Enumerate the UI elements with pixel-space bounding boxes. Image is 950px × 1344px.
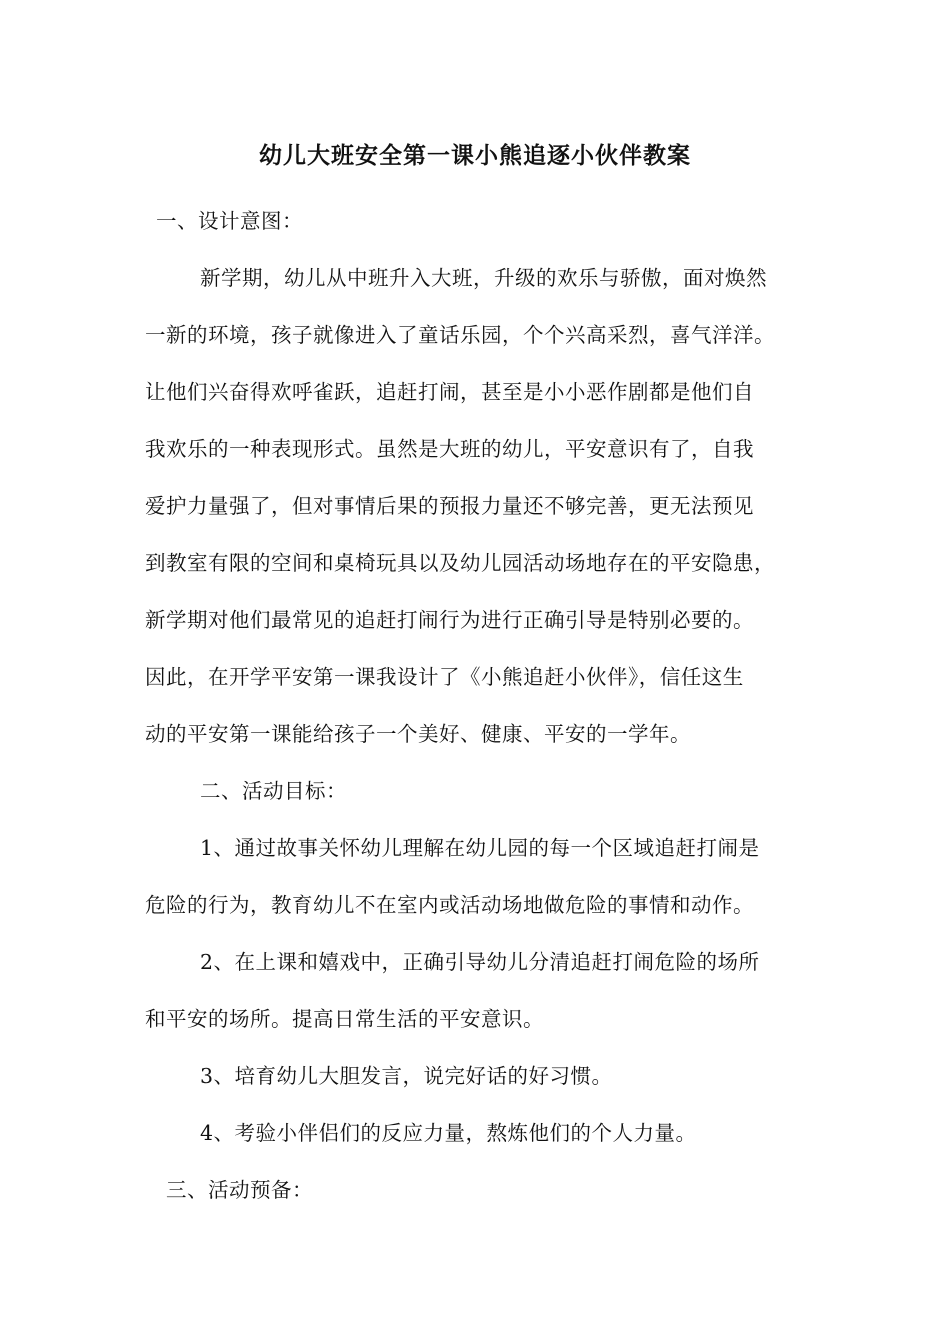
paragraph-line: 一新的环境，孩子就像进入了童话乐园，个个兴高采烈，喜气洋洋。 <box>145 323 775 347</box>
goal-item-line: 1、通过故事关怀幼儿理解在幼儿园的每一个区域追赶打闹是 <box>200 836 760 860</box>
section-heading-design-intent: 一、设计意图： <box>156 209 303 233</box>
goal-item-line: 2、在上课和嬉戏中，正确引导幼儿分清追赶打闹危险的场所 <box>200 950 760 974</box>
paragraph-line: 新学期对他们最常见的追赶打闹行为进行正确引导是特别必要的。 <box>145 608 754 632</box>
paragraph-line: 让他们兴奋得欢呼雀跃，追赶打闹，甚至是小小恶作剧都是他们自 <box>145 380 754 404</box>
goal-item-line: 和平安的场所。提高日常生活的平安意识。 <box>145 1007 544 1031</box>
goal-item-line: 3、培育幼儿大胆发言，说完好话的好习惯。 <box>200 1064 613 1088</box>
paragraph-line: 爱护力量强了，但对事情后果的预报力量还不够完善，更无法预见 <box>145 494 754 518</box>
goal-item-line: 4、考验小伴侣们的反应力量，熬炼他们的个人力量。 <box>200 1121 697 1145</box>
section-heading-activity-prep: 三、活动预备： <box>166 1178 313 1202</box>
document-title: 幼儿大班安全第一课小熊追逐小伙伴教案 <box>259 142 691 169</box>
paragraph-line: 新学期，幼儿从中班升入大班，升级的欢乐与骄傲，面对焕然 <box>200 266 767 290</box>
goal-item-line: 危险的行为，教育幼儿不在室内或活动场地做危险的事情和动作。 <box>145 893 754 917</box>
paragraph-line: 因此，在开学平安第一课我设计了《小熊追赶小伙伴》，信任这生 <box>145 665 744 689</box>
paragraph-line: 我欢乐的一种表现形式。虽然是大班的幼儿，平安意识有了，自我 <box>145 437 754 461</box>
paragraph-line: 动的平安第一课能给孩子一个美好、健康、平安的一学年。 <box>145 722 691 746</box>
section-heading-activity-goals: 二、活动目标： <box>200 779 347 803</box>
paragraph-line: 到教室有限的空间和桌椅玩具以及幼儿园活动场地存在的平安隐患， <box>145 551 775 575</box>
